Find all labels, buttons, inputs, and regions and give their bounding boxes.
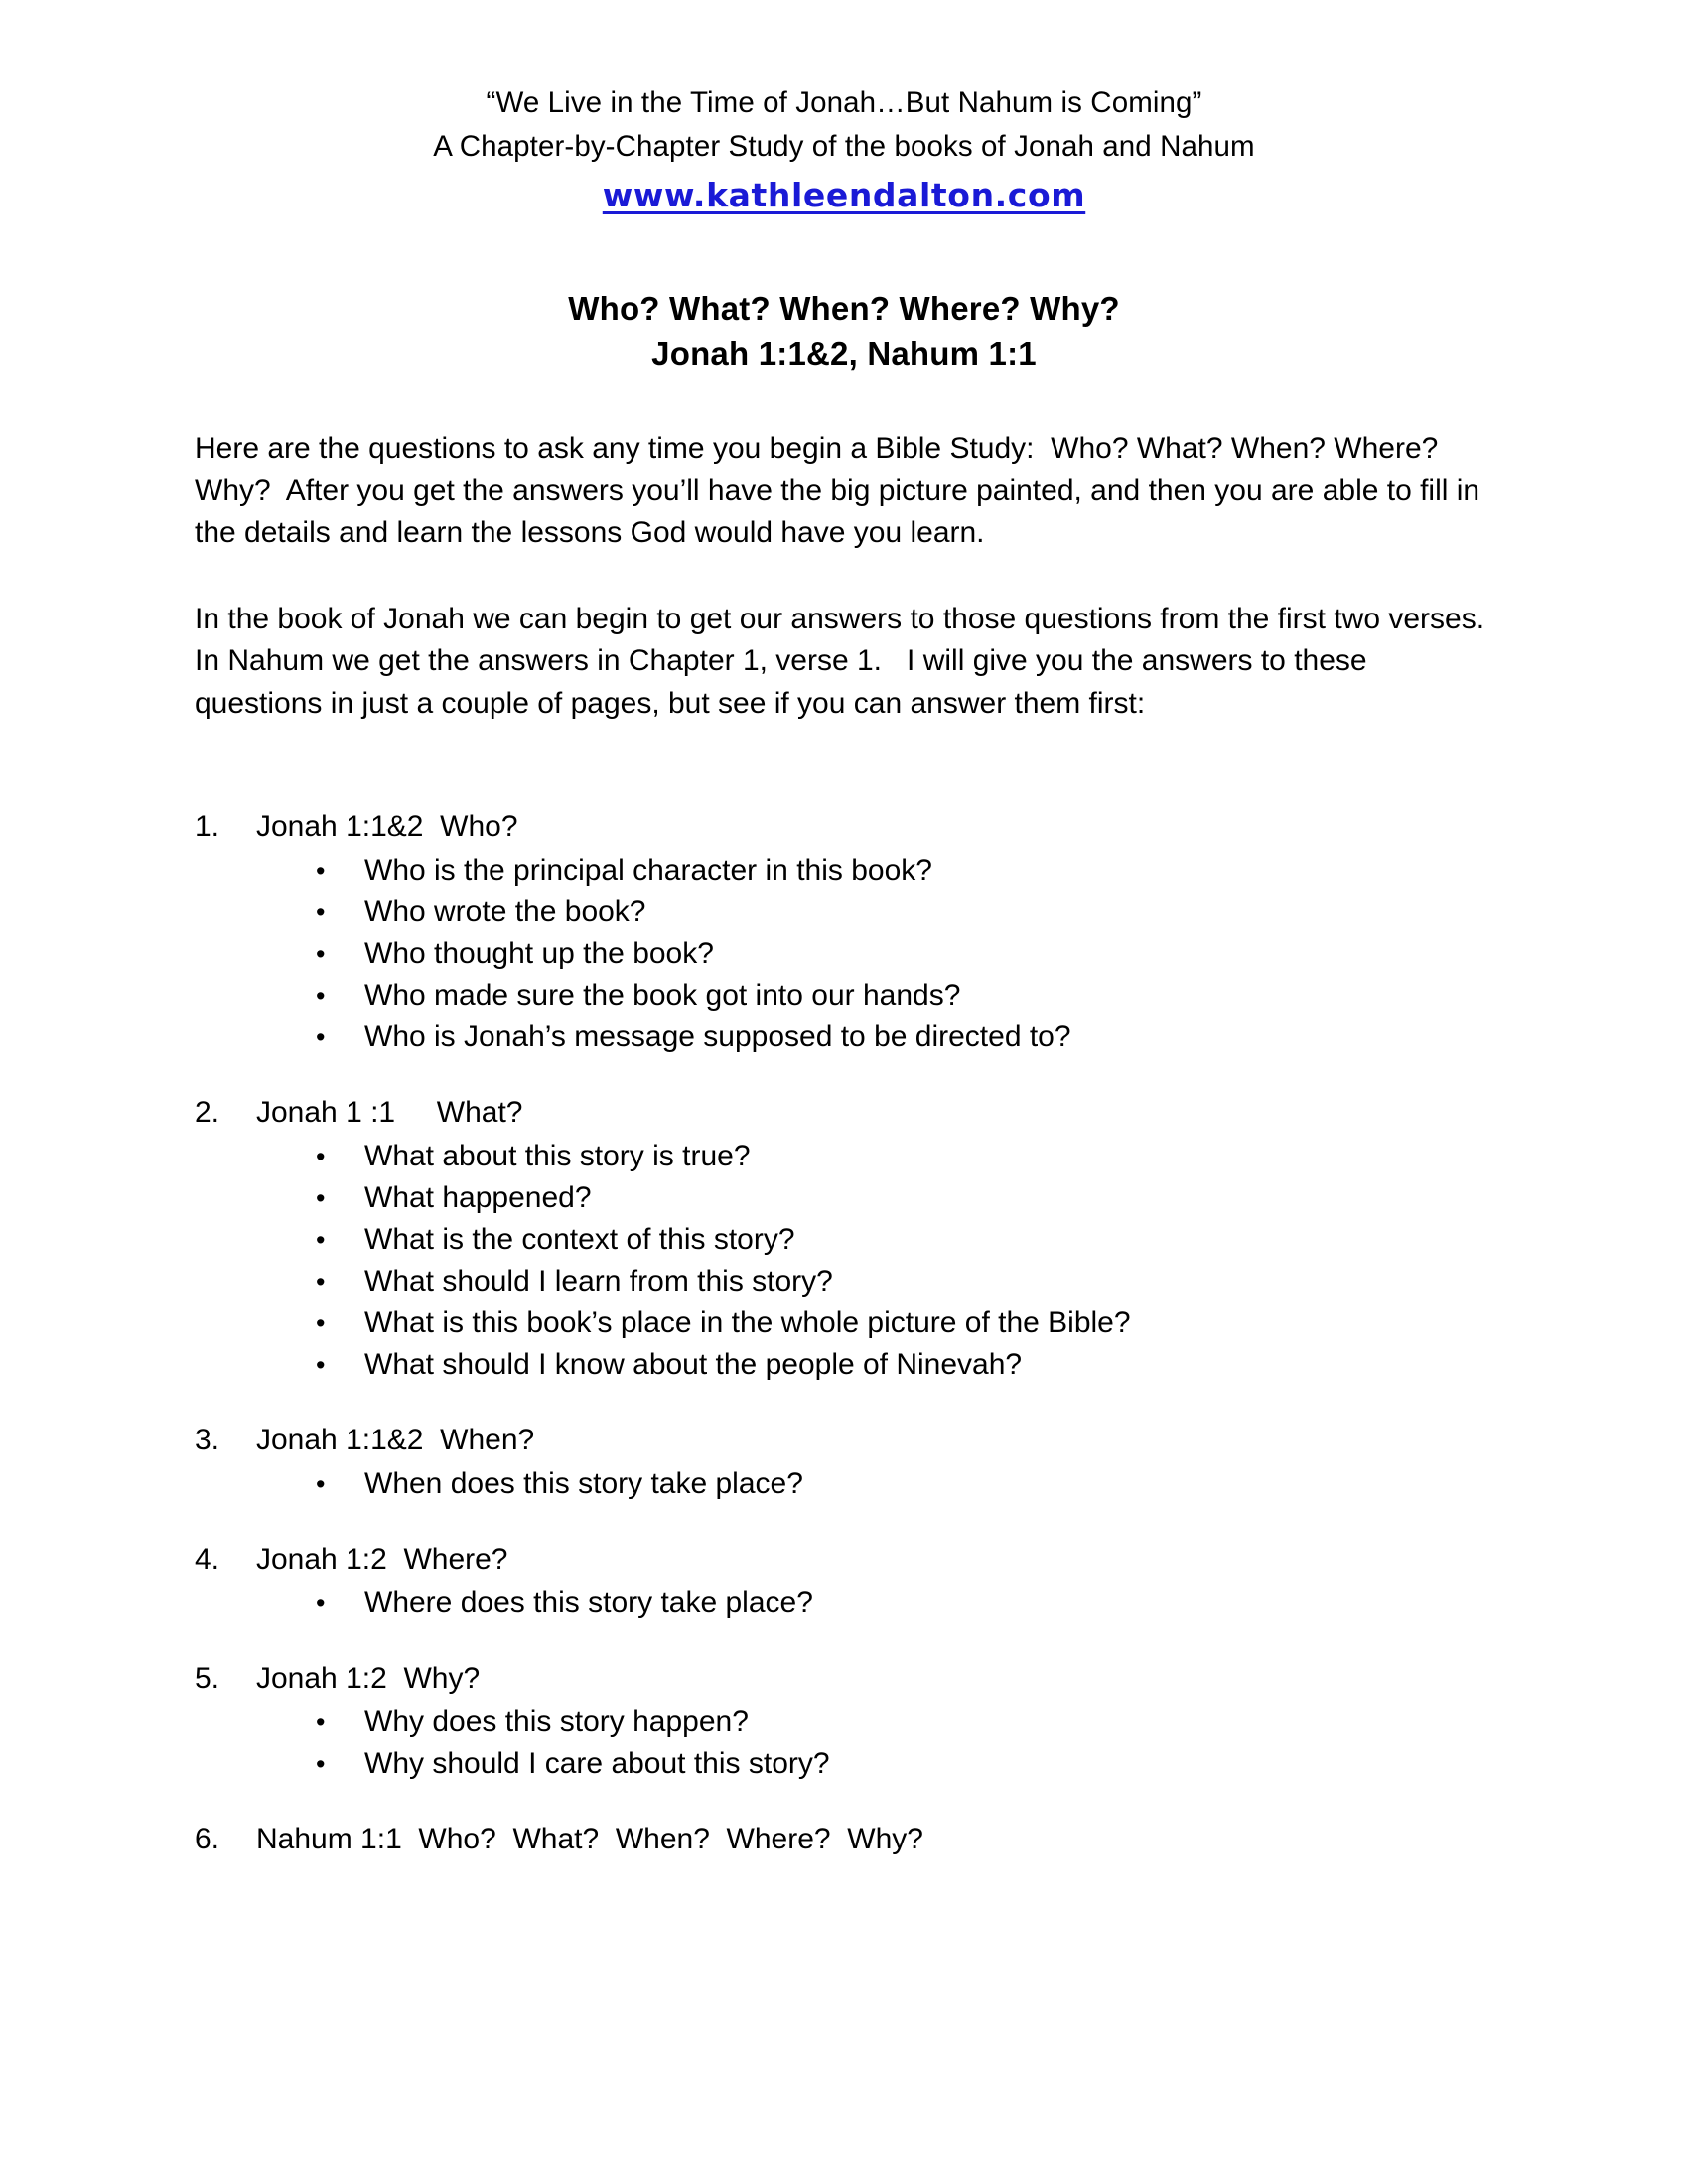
sub-bullet-text: What happened?: [364, 1181, 592, 1214]
website-link[interactable]: www.kathleendalton.com: [602, 176, 1086, 214]
numbered-item-text: Jonah 1 :1 What?: [256, 1096, 523, 1129]
list-number-marker: 1.: [195, 810, 220, 843]
sub-bullet-item: [316, 933, 1688, 975]
bullet-point-icon: •: [316, 1749, 326, 1779]
sub-bullet-text: Why does this story happen?: [364, 1706, 749, 1738]
bullet-point-icon: •: [316, 1142, 326, 1171]
list-number-marker: 2.: [195, 1096, 220, 1129]
intro-paragraph-2: In the book of Jonah we can begin to get our answers to those questions from the first two verses. In Nahum we get the answers in Chapter 1, verse 1. I will give you the answers to these questions in just a couple of pages, but see if you can answer them first:: [195, 602, 1501, 720]
bullet-point-icon: •: [316, 981, 326, 1011]
sub-bullet-list: [316, 1582, 1688, 1624]
numbered-list-item: [195, 1539, 1688, 1624]
numbered-list-item: [195, 806, 1688, 1058]
bullet-point-icon: •: [316, 1267, 326, 1297]
numbered-list-item: [195, 1658, 1688, 1785]
bullet-point-icon: •: [316, 1225, 326, 1255]
header-title-line-1: “We Live in the Time of Jonah…But Nahum is Coming”: [486, 86, 1202, 119]
numbered-item-text: Jonah 1:2 Where?: [256, 1543, 508, 1575]
section-title-line-2: Jonah 1:1&2, Nahum 1:1: [651, 336, 1037, 372]
sub-bullet-text: What is the context of this story?: [364, 1223, 795, 1256]
sub-bullet-text: Who wrote the book?: [364, 895, 646, 928]
document-header: [0, 0, 1688, 214]
sub-bullet-item: [316, 1702, 1688, 1743]
sub-bullet-text: What should I know about the people of Ninevah?: [364, 1348, 1023, 1381]
sub-bullet-text: Who is the principal character in this book?: [364, 854, 932, 887]
numbered-item-row: [195, 1420, 1688, 1461]
list-number-marker: 5.: [195, 1662, 220, 1695]
sub-bullet-text: When does this story take place?: [364, 1467, 803, 1500]
bullet-point-icon: •: [316, 1469, 326, 1499]
sub-bullet-item: [316, 1344, 1688, 1386]
questions-numbered-list: [195, 806, 1688, 1860]
section-title-line-1: Who? What? When? Where? Why?: [568, 290, 1120, 327]
numbered-item-row: [195, 1539, 1688, 1580]
numbered-item-text: Jonah 1:1&2 When?: [256, 1424, 535, 1456]
numbered-item-text: Jonah 1:2 Why?: [256, 1662, 481, 1695]
sub-bullet-text: Where does this story take place?: [364, 1586, 813, 1619]
sub-bullet-item: [316, 1463, 1688, 1505]
numbered-item-row: [195, 1092, 1688, 1134]
sub-bullet-text: Why should I care about this story?: [364, 1747, 830, 1780]
numbered-list-item: [195, 1819, 1688, 1860]
bullet-point-icon: •: [316, 1588, 326, 1618]
list-number-marker: 6.: [195, 1823, 220, 1855]
numbered-list-item: [195, 1092, 1688, 1386]
sub-bullet-text: Who made sure the book got into our hands?: [364, 979, 961, 1012]
sub-bullet-item: [316, 975, 1688, 1017]
sub-bullet-item: [316, 1743, 1688, 1785]
sub-bullet-item: [316, 1582, 1688, 1624]
list-number-marker: 3.: [195, 1424, 220, 1456]
website-link-row: [0, 169, 1688, 214]
numbered-item-row: [195, 1658, 1688, 1700]
bullet-point-icon: •: [316, 939, 326, 969]
sub-bullet-text: Who thought up the book?: [364, 937, 714, 970]
sub-bullet-list: [316, 1702, 1688, 1785]
bullet-point-icon: •: [316, 1183, 326, 1213]
bullet-point-icon: •: [316, 1308, 326, 1338]
body-content: [195, 428, 1501, 725]
bullet-point-icon: •: [316, 897, 326, 927]
numbered-item-row: [195, 806, 1688, 848]
sub-bullet-text: What is this book’s place in the whole picture of the Bible?: [364, 1306, 1131, 1339]
list-number-marker: 4.: [195, 1543, 220, 1575]
header-subtitle-line-2: A Chapter-by-Chapter Study of the books of Jonah and Nahum: [433, 130, 1255, 163]
sub-bullet-item: [316, 1177, 1688, 1219]
bullet-point-icon: •: [316, 856, 326, 886]
sub-bullet-item: [316, 1261, 1688, 1302]
sub-bullet-text: Who is Jonah’s message supposed to be directed to?: [364, 1021, 1071, 1053]
sub-bullet-text: What should I learn from this story?: [364, 1265, 833, 1297]
section-title: [0, 286, 1688, 377]
sub-bullet-item: [316, 891, 1688, 933]
intro-paragraph-1: Here are the questions to ask any time you begin a Bible Study: Who? What? When? Where? Why? After you get the answers you’ll have the big picture painted, and then you are able to fill in the details and learn the lessons God would have you learn.: [195, 432, 1488, 549]
numbered-item-text: Nahum 1:1 Who? What? When? Where? Why?: [256, 1823, 923, 1855]
sub-bullet-item: [316, 850, 1688, 891]
bullet-point-icon: •: [316, 1023, 326, 1052]
numbered-list-item: [195, 1420, 1688, 1505]
sub-bullet-list: [316, 1136, 1688, 1386]
sub-bullet-item: [316, 1302, 1688, 1344]
bullet-point-icon: •: [316, 1707, 326, 1737]
sub-bullet-item: [316, 1017, 1688, 1058]
sub-bullet-list: [316, 850, 1688, 1058]
sub-bullet-item: [316, 1136, 1688, 1177]
sub-bullet-list: [316, 1463, 1688, 1505]
sub-bullet-text: What about this story is true?: [364, 1140, 751, 1172]
numbered-item-text: Jonah 1:1&2 Who?: [256, 810, 518, 843]
sub-bullet-item: [316, 1219, 1688, 1261]
numbered-item-row: [195, 1819, 1688, 1860]
bullet-point-icon: •: [316, 1350, 326, 1380]
